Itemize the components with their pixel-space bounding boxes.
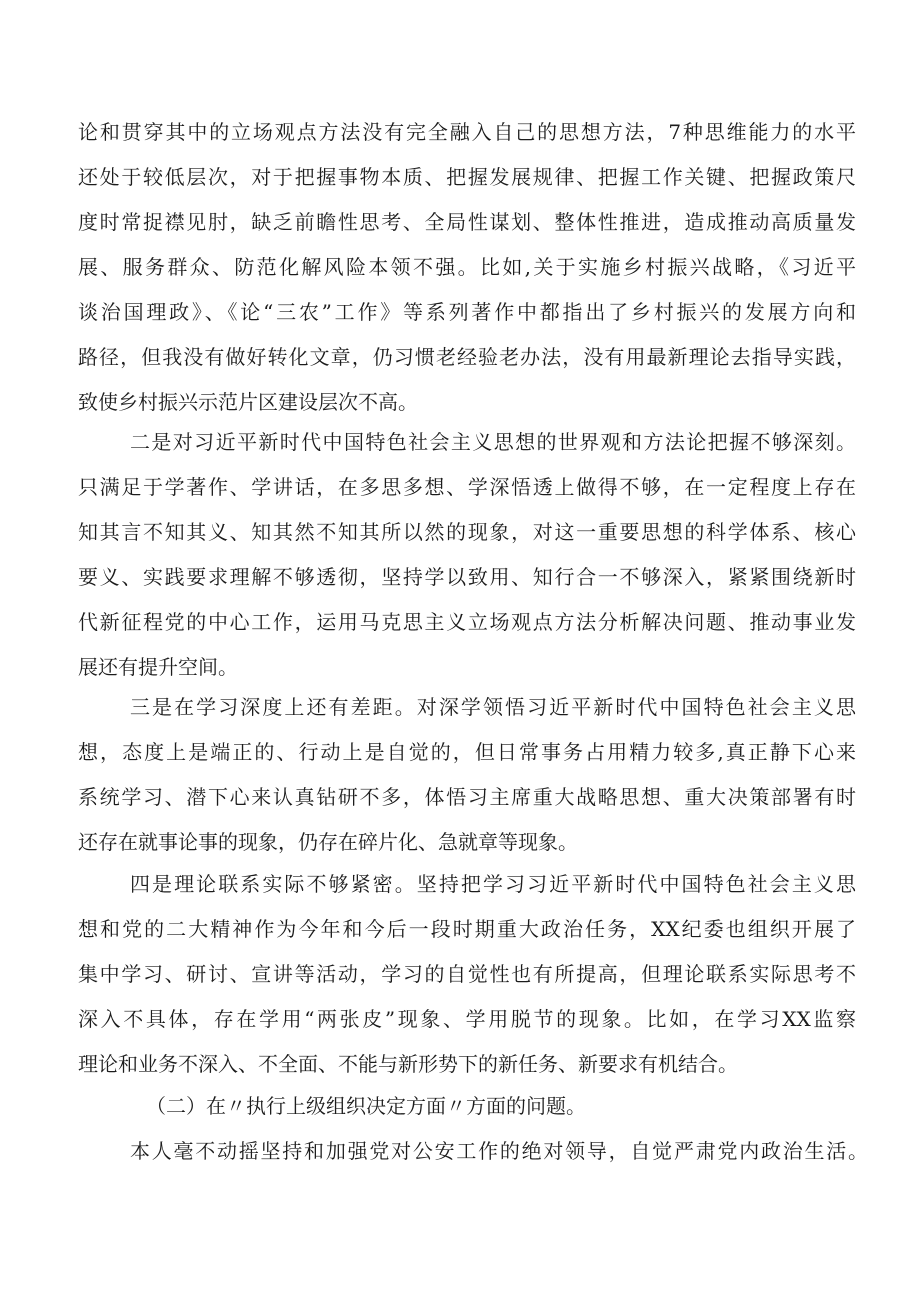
text-line: 四是理论联系实际不够紧密。坚持把学习习近平新时代中国特色社会主义思 — [130, 872, 856, 896]
text-line: 还处于较低层次，对于把握事物本质、把握发展规律、把握工作关键、把握政策尺 — [78, 165, 856, 189]
text-line: 只满足于学著作、学讲话，在多思多想、学深悟透上做得不够，在一定程度上存在 — [78, 475, 856, 499]
text-line: 深入不具体，存在学用“两张皮”现象、学用脱节的现象。比如，在学习XX监察 — [78, 1007, 856, 1031]
text-line: 论和贯穿其中的立场观点方法没有完全融入自己的思想方法，7种思维能力的水平 — [78, 120, 856, 144]
text-line: 三是在学习深度上还有差距。对深学领悟习近平新时代中国特色社会主义思 — [130, 695, 856, 719]
text-line: 系统学习、潜下心来认真钻研不多，体悟习主席重大战略思想、重大决策部署有时 — [78, 785, 856, 809]
text-line: 知其言不知其义、知其然不知其所以然的现象，对这一重要思想的科学体系、核心 — [78, 520, 856, 544]
text-line: 路径，但我没有做好转化文章，仍习惯老经验老办法，没有用最新理论去指导实践， — [78, 345, 856, 369]
text-line: 理论和业务不深入、不全面、不能与新形势下的新任务、新要求有机结合。 — [78, 1052, 738, 1076]
text-line: 本人毫不动摇坚持和加强党对公安工作的绝对领导，自觉严肃党内政治生活。 — [130, 1139, 868, 1163]
text-line: 展还有提升空间。 — [78, 655, 238, 679]
text-line: 度时常捉襟见肘，缺乏前瞻性思考、全局性谋划、整体性推进，造成推动高质量发 — [78, 210, 856, 234]
text-line: 代新征程党的中心工作，运用马克思主义立场观点方法分析解决问题、推动事业发 — [78, 610, 856, 634]
text-line: 展、服务群众、防范化解风险本领不强。比如,关于实施乡村振兴战略，《习近平 — [78, 255, 856, 279]
text-line: 想和党的二大精神作为今年和今后一段时期重大政治任务，XX纪委也组织开展了 — [78, 917, 856, 941]
section-heading: （二）在〃执行上级组织决定方面〃方面的问题。 — [146, 1094, 586, 1118]
text-line: 还存在就事论事的现象，仍存在碎片化、急就章等现象。 — [78, 830, 578, 854]
text-line: 要义、实践要求理解不够透彻，坚持学以致用、知行合一不够深入，紧紧围绕新时 — [78, 565, 856, 589]
text-line: 集中学习、研讨、宣讲等活动，学习的自觉性也有所提高，但理论联系实际思考不 — [78, 962, 856, 986]
text-line: 想，态度上是端正的、行动上是自觉的，但日常事务占用精力较多,真正静下心来 — [78, 740, 856, 764]
text-line: 二是对习近平新时代中国特色社会主义思想的世界观和方法论把握不够深刻。 — [130, 430, 856, 454]
text-line: 致使乡村振兴示范片区建设层次不高。 — [78, 390, 418, 414]
text-line: 谈治国理政》、《论“三农”工作》等系列著作中都指出了乡村振兴的发展方向和 — [78, 300, 856, 324]
